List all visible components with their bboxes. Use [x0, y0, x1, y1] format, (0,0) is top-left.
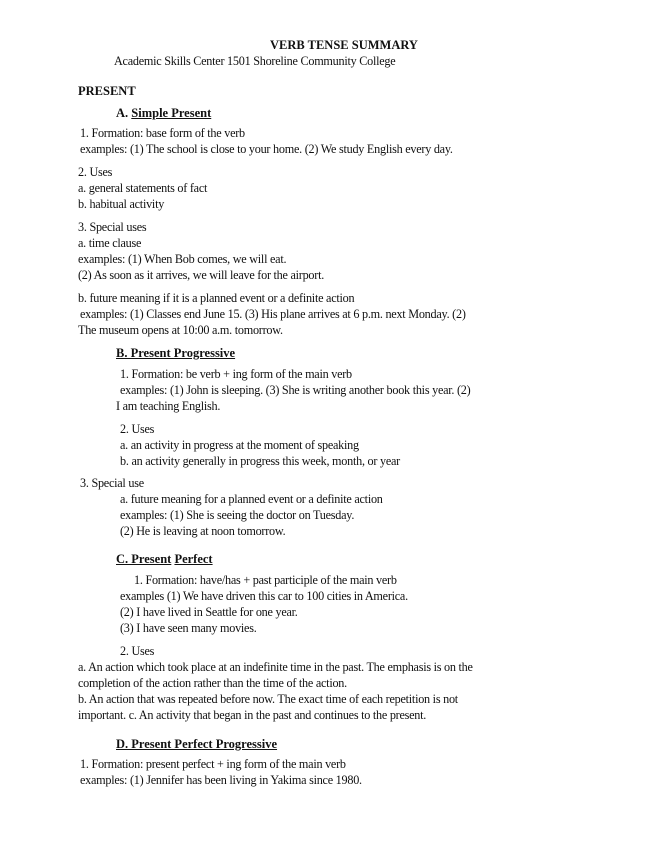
heading-present-perfect-progressive: D. Present Perfect Progressive	[116, 737, 278, 751]
present-perfect-uses-label: 2. Uses	[120, 644, 155, 658]
simple-present-uses-label: 2. Uses	[78, 165, 113, 179]
simple-present-special-a: a. time clause	[78, 236, 142, 250]
present-progressive-formation: 1. Formation: be verb + ing form of the main verb	[120, 367, 352, 381]
simple-present-use-b: b. habitual activity	[78, 197, 165, 211]
heading-simple-present	[116, 106, 211, 121]
simple-present-use-a: a. general statements of fact	[78, 181, 208, 195]
heading-present-progressive: B. Present Progressive	[116, 346, 236, 360]
page-subtitle: Academic Skills Center 1501 Shoreline Community College	[114, 54, 396, 68]
present-progressive-use-b: b. an activity generally in progress this week, month, or year	[120, 454, 400, 468]
present-perfect-ex3: (3) I have seen many movies.	[120, 621, 257, 635]
present-progressive-special-label: 3. Special use	[80, 476, 144, 490]
simple-present-special-b-ex1: examples: (1) Classes end June 15. (3) His plane arrives at 6 p.m. next Monday. (2)	[80, 307, 466, 321]
present-perfect-use-b2: important. c. An activity that began in the past and continues to the present.	[78, 708, 427, 722]
present-progressive-special-a: a. future meaning for a planned event or a definite action	[120, 492, 383, 506]
present-perfect-formation: 1. Formation: have/has + past participle of the main verb	[134, 573, 397, 587]
page-title: VERB TENSE SUMMARY	[270, 38, 418, 52]
present-perfect-ex2: (2) I have lived in Seattle for one year.	[120, 605, 298, 619]
simple-present-examples: examples: (1) The school is close to your home. (2) We study English every day.	[80, 142, 453, 156]
present-perfect-use-a1: a. An action which took place at an indefinite time in the past. The emphasis is on the	[78, 660, 473, 674]
heading-letter: A.	[116, 106, 129, 120]
present-progressive-special-ex2: (2) He is leaving at noon tomorrow.	[120, 524, 286, 538]
simple-present-special-b-ex2: The museum opens at 10:00 a.m. tomorrow.	[78, 323, 283, 337]
present-progressive-use-a: a. an activity in progress at the moment of speaking	[120, 438, 359, 452]
present-progressive-special-ex1: examples: (1) She is seeing the doctor on Tuesday.	[120, 508, 355, 522]
present-progressive-examples2: I am teaching English.	[116, 399, 221, 413]
present-perfect-use-a2: completion of the action rather than the time of the action.	[78, 676, 347, 690]
heading-title: Simple Present	[131, 106, 212, 120]
present-perfect-progressive-formation: 1. Formation: present perfect + ing form of the main verb	[80, 757, 346, 771]
present-progressive-examples1: examples: (1) John is sleeping. (3) She is writing another book this year. (2)	[120, 383, 471, 397]
section-heading-present: PRESENT	[78, 84, 136, 98]
present-perfect-use-b1: b. An action that was repeated before now. The exact time of each repetition is not	[78, 692, 458, 706]
simple-present-special-a-ex1: examples: (1) When Bob comes, we will eat.	[78, 252, 287, 266]
simple-present-special-label: 3. Special uses	[78, 220, 147, 234]
heading-part1: C. Present	[116, 552, 172, 566]
simple-present-special-b: b. future meaning if it is a planned event or a definite action	[78, 291, 355, 305]
heading-present-perfect	[116, 552, 213, 567]
present-perfect-progressive-examples: examples: (1) Jennifer has been living in Yakima since 1980.	[80, 773, 362, 787]
heading-part2: Perfect	[174, 552, 213, 566]
simple-present-formation: 1. Formation: base form of the verb	[80, 126, 245, 140]
present-perfect-ex1: examples (1) We have driven this car to 100 cities in America.	[120, 589, 408, 603]
present-progressive-uses-label: 2. Uses	[120, 422, 155, 436]
simple-present-special-a-ex2: (2) As soon as it arrives, we will leave for the airport.	[78, 268, 325, 282]
